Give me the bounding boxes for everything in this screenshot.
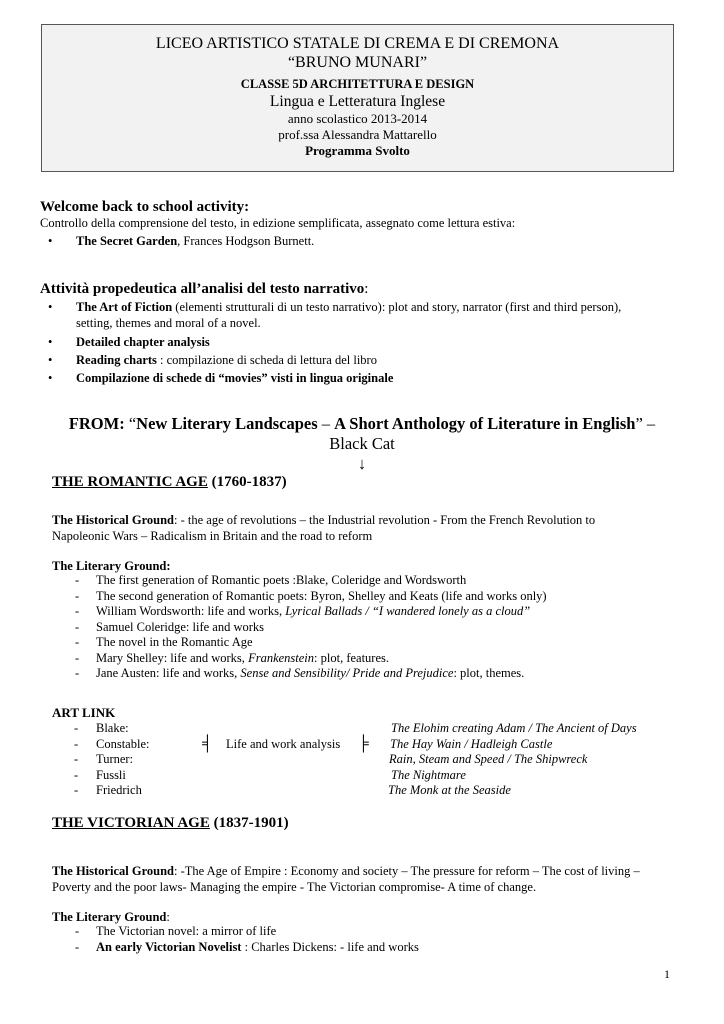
arrow-down-icon: ↓ [357,454,367,473]
victorian-historical-ground: The Historical Ground: -The Age of Empire : Economy and society – The pressure for reform – The cost of living – Poverty and the poor laws- Managing the empire - The Victorian compromise- A time of change. [52,864,640,894]
list-item: - The Victorian novel: a mirror of life [75,924,277,938]
school-year: anno scolastico 2013-2014 [287,111,428,126]
anthology-title: FROM: “New Literary Landscapes – A Short Anthology of Literature in English” – [68,414,656,433]
list-item: • Compilazione di schede di “movies” visti in lingua originale [48,371,394,385]
propedeutic-title: Attività propedeutica all’analisi del testo narrativo: [40,281,369,297]
victorian-literary-label: The Literary Ground: [52,910,170,924]
victorian-literary-list [52,924,692,955]
list-item: • Reading charts : compilazione di scheda di lettura del libro [48,353,377,367]
bracket-left-icon: ╡ [202,736,213,752]
subject-label: Lingua e Letteratura Inglese [269,93,446,110]
romantic-age-title: THE ROMANTIC AGE (1760-1837) [52,474,287,490]
list-item: - The novel in the Romantic Age [75,635,253,649]
list-item: - The second generation of Romantic poets: Byron, Shelley and Keats (life and works only) [75,588,547,603]
page-number: 1 [664,967,670,981]
class-label: CLASSE 5D ARCHITETTURA E DESIGN [240,77,475,91]
art-link-middle-label: Life and work analysis [226,737,341,751]
program-label: Programma Svolto [305,143,410,158]
welcome-list [40,233,680,249]
romantic-literary-list [52,573,692,682]
propedeutic-list [40,299,700,386]
list-item-continued: setting, themes and moral of a novel. [76,316,261,330]
welcome-desc: Controllo della comprensione del testo, in edizione semplificata, assegnato come lettura estiva: [40,216,516,230]
romantic-literary-label: The Literary Ground: [52,559,171,573]
bracket-right-icon: ╞ [358,736,369,752]
list-item: - Samuel Coleridge: life and works [75,619,265,634]
list-item: • The Art of Fiction (elementi strutturali di un testo narrativo): plot and story, narrator (first and third person), [48,300,622,314]
teacher-name: prof.ssa Alessandra Mattarello [278,127,437,142]
art-row: - Blake: The Elohim creating Adam / The Ancient of Days [74,721,637,735]
welcome-title: Welcome back to school activity: [40,199,250,215]
art-link-title: ART LINK [52,705,116,720]
art-row: - Fussli The Nightmare [74,768,466,782]
school-title: LICEO ARTISTICO STATALE DI CREMA E DI CREMONA [155,35,560,52]
art-row: - Constable: ╡ Life and work analysis ╞ The Hay Wain / Hadleigh Castle [74,736,553,752]
list-item: - Jane Austen: life and works, Sense and Sensibility/ Pride and Prejudice: plot, themes. [75,666,525,680]
list-item: - An early Victorian Novelist : Charles Dickens: - life and works [75,939,419,954]
list-item: - William Wordsworth: life and works, Lyrical Ballads / “I wandered lonely as a cloud” [75,604,531,618]
romantic-historical-ground: The Historical Ground: - the age of revolutions – the Industrial revolution - From the French Revolution to Napoleonic Wars – Radicalism in Britain and the road to reform [52,513,596,543]
header-box [41,24,674,172]
victorian-age-title: THE VICTORIAN AGE (1837-1901) [52,815,289,831]
art-row: - Friedrich The Monk at the Seaside [74,783,511,797]
list-item: - The first generation of Romantic poets :Blake, Coleridge and Wordsworth [75,573,467,587]
list-item: • The Secret Garden, Frances Hodgson Burnett. [48,234,315,248]
list-item: • Detailed chapter analysis [48,335,210,349]
school-name: “BRUNO MUNARI” [287,54,428,71]
list-item: - Mary Shelley: life and works, Frankenstein: plot, features. [75,650,390,665]
art-row: - Turner: Rain, Steam and Speed / The Shipwreck [74,752,588,766]
publisher: Black Cat [329,434,395,453]
